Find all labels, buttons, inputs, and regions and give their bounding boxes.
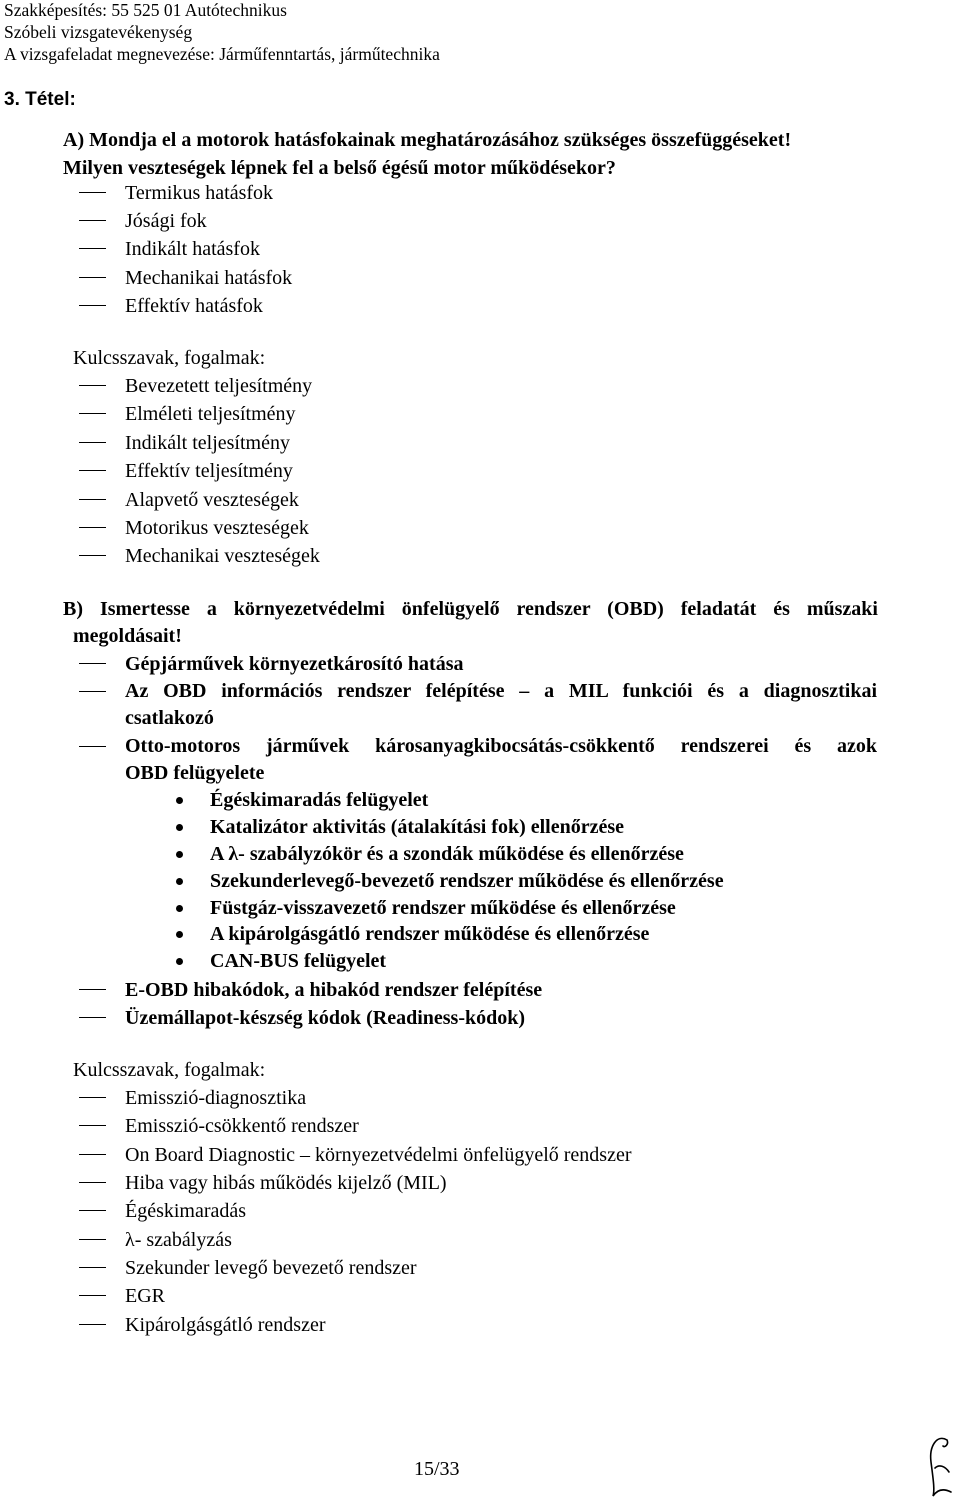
dash-icon [79,305,106,306]
question-b-line1: B) Ismertesse a környezetvédelmi önfelügyelő rendszer (OBD) feladatát és műszaki [63,598,878,620]
keywords-heading-a: Kulcsszavak, fogalmak: [73,347,266,369]
header-exam-type: Szóbeli vizsgatevékenység [4,22,193,42]
bullet-item: Katalizátor aktivitás (átalakítási fok) ellenőrzése [210,814,624,840]
keyword-item: Motorikus veszteségek [125,514,309,542]
keyword-item: Égéskimaradás [125,1197,246,1225]
keyword-item: Effektív teljesítmény [125,457,293,485]
list-item: Mechanikai hatásfok [125,264,292,292]
bullet-icon [176,958,183,965]
keyword-item: Mechanikai veszteségek [125,542,320,570]
dash-icon [79,413,106,414]
keywords-heading-b: Kulcsszavak, fogalmak: [73,1059,266,1081]
keyword-item: Elméleti teljesítmény [125,400,296,428]
dash-icon [79,470,106,471]
dash-icon [79,1154,106,1155]
list-item: Üzemállapot-készség kódok (Readiness-kódok) [125,1004,525,1032]
list-item: Jósági fok [125,207,207,235]
dash-icon [79,220,106,221]
bullet-icon [176,824,183,831]
dash-icon [79,499,106,500]
bullet-icon [176,878,183,885]
dash-icon [79,1295,106,1296]
dash-icon [79,1125,106,1126]
list-item: E-OBD hibakódok, a hibakód rendszer felépítése [125,976,542,1004]
dash-icon [79,277,106,278]
page-number: 15/33 [414,1458,460,1480]
list-item: Gépjárművek környezetkárosító hatása [125,650,464,678]
dash-icon [79,192,106,193]
keyword-item: On Board Diagnostic – környezetvédelmi önfelügyelő rendszer [125,1141,632,1169]
bullet-item: Szekunderlevegő-bevezető rendszer működése és ellenőrzése [210,868,724,894]
dash-icon [79,691,106,692]
dash-icon [79,248,106,249]
header-qualification: Szakképesítés: 55 525 01 Autótechnikus [4,0,287,20]
bullet-item: A λ- szabályzókör és a szondák működése és ellenőrzése [210,841,684,867]
dash-icon [79,1017,106,1018]
bullet-item: Füstgáz-visszavezető rendszer működése és ellenőrzése [210,895,676,921]
bullet-item: A kipárolgásgátló rendszer működése és ellenőrzése [210,921,649,947]
question-a-line2: Milyen veszteségek lépnek fel a belső égésű motor működésekor? [63,157,616,179]
dash-icon [79,989,106,990]
keyword-item: Hiba vagy hibás működés kijelző (MIL) [125,1169,447,1197]
keyword-item: Szekunder levegő bevezető rendszer [125,1254,417,1282]
list-item: Termikus hatásfok [125,179,273,207]
dash-icon [79,1267,106,1268]
dash-icon [79,1239,106,1240]
dash-icon [79,663,106,664]
dash-icon [79,527,106,528]
keyword-item: Kipárolgásgátló rendszer [125,1311,325,1339]
keyword-item: Emisszió-csökkentő rendszer [125,1112,359,1140]
keyword-item: Indikált teljesítmény [125,429,290,457]
question-a-line1: A) Mondja el a motorok hatásfokainak meghatározásához szükséges összefüggéseket! [63,129,792,151]
bullet-icon [176,851,183,858]
dash-icon [79,555,106,556]
dash-icon [79,1097,106,1098]
keyword-item: λ- szabályzás [125,1226,232,1254]
bullet-icon [176,905,183,912]
signature-icon [925,1428,955,1500]
keyword-item: Emisszió-diagnosztika [125,1084,306,1112]
keyword-item: Alapvető veszteségek [125,486,299,514]
list-item: Indikált hatásfok [125,235,260,263]
dash-icon [79,746,106,747]
question-b-line2: megoldásait! [73,625,182,647]
bullet-item: Égéskimaradás felügyelet [210,787,428,813]
list-item: Otto-motoros járművek károsanyagkibocsátás-csökkentő rendszerei és azok OBD felügyelete [125,733,877,787]
keyword-item: EGR [125,1282,165,1310]
dash-icon [79,1182,106,1183]
bullet-item: CAN-BUS felügyelet [210,948,386,974]
bullet-icon [176,931,183,938]
dash-icon [79,442,106,443]
tetel-title: 3. Tétel: [4,89,76,110]
dash-icon [79,1324,106,1325]
list-item: Az OBD információs rendszer felépítése – a MIL funkciói és a diagnosztikai csatlakozó [125,678,877,732]
dash-icon [79,1210,106,1211]
dash-icon [79,385,106,386]
keyword-item: Bevezetett teljesítmény [125,372,312,400]
bullet-icon [176,797,183,804]
question-a [63,126,791,182]
header-task-name: A vizsgafeladat megnevezése: Járműfenntartás, járműtechnika [4,44,440,64]
list-item: Effektív hatásfok [125,292,263,320]
